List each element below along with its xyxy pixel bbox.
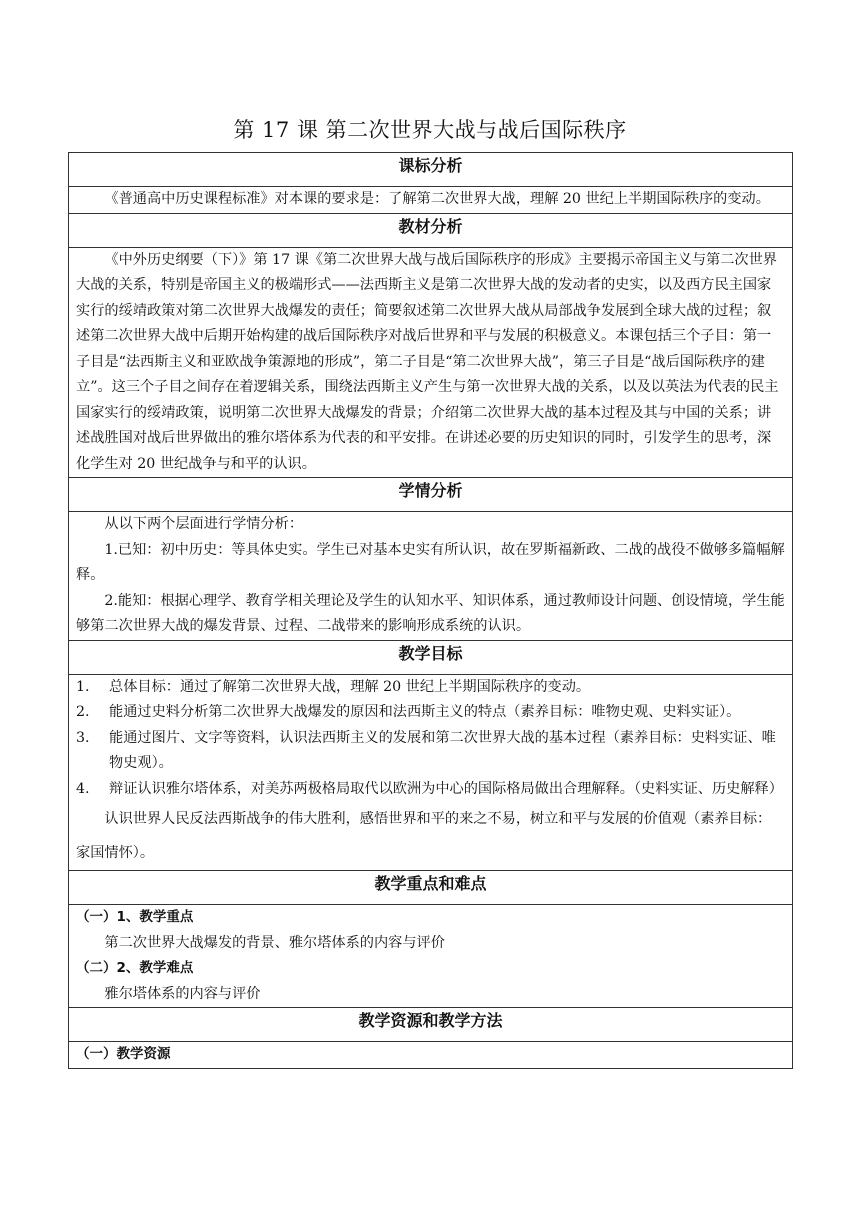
lesson-plan-table (68, 152, 793, 1069)
goal-item (76, 777, 785, 803)
section-heading-mubiao: 教学目标 (69, 640, 793, 674)
section-body-mubiao (69, 674, 793, 871)
page-title: 第 17 课 第二次世界大战与战后国际秩序 (233, 118, 627, 142)
section-heading-xueqing: 学情分析 (69, 478, 793, 512)
section-body-jiaocai (69, 247, 793, 478)
jiaocai-text: 《中外历史纲要（下）》第 17 课《第二次世界大战与战后国际秩序的形成》主要揭示帝国主义与第二次世界大战的关系，特别是帝国主义的极端形式——法西斯主义是第二次世界大战的发动者的史实，以及西方民主国家实行的绥靖政策对第二次世界大战爆发的责任；简要叙述第二次世界大战从局部战争发展到全球大战的过程；叙述第二次世界大战中后期开始构建的战后国际秩序对战后世界和平与发展的积极意义。本课包括三个子目：第一子目是“法西斯主义和亚欧战争策源地的形成”，第二子目是“第二次世界大战”，第三子目是“战后国际秩序的建立”。这三个子目之间存在着逻辑关系，围绕法西斯主义产生与第一次世界大战的关系，以及以英法为代表的民主国家实行的绥靖政策，说明第二次世界大战爆发的背景；介绍第二次世界大战的基本过程及其与中国的关系；讲述战胜国对战后世界做出的雅尔塔体系为代表的和平安排。在讲述必要的历史知识的同时，引发学生的思考，深化学生对 20 世纪战争与和平的认识。 (76, 251, 779, 472)
xueqing-p1: 1.已知：初中历史：等具体史实。学生已对基本史实有所认识，故在罗斯福新政、二战的战役不做够多篇幅解释。 (76, 541, 785, 583)
section-heading-kebiao: 课标分析 (69, 153, 793, 187)
goal-number: 2. (76, 704, 90, 720)
subheading-difficulties: （二）2、教学难点 (76, 960, 194, 976)
difficulties-text: 雅尔塔体系的内容与评价 (104, 985, 261, 1002)
section-body-xueqing (69, 512, 793, 641)
goal-number: 3. (76, 729, 90, 746)
kebiao-text: 《普通高中历史课程标准》对本课的要求是：了解第二次世界大战，理解 20 世纪上半期国际秩序的变动。 (104, 191, 770, 207)
xueqing-p2: 2.能知：根据心理学、教育学相关理论及学生的认知水平、知识体系，通过教师设计问题、创设情境，学生能够第二次世界大战的爆发背景、过程、二战带来的影响形成系统的认识。 (76, 592, 785, 634)
goal-item (76, 726, 785, 777)
goal-text: 能通过史料分析第二次世界大战爆发的原因和法西斯主义的特点（素养目标：唯物史观、史料实证）。 (109, 704, 741, 720)
subheading-resources: （一）教学资源 (76, 1046, 171, 1062)
subheading-key-points: （一）1、教学重点 (76, 909, 194, 925)
goal-item (76, 675, 785, 701)
section-heading-jiaocai: 教材分析 (69, 213, 793, 247)
section-heading-zhongdian: 教学重点和难点 (69, 871, 793, 905)
goal-number: 1. (76, 678, 90, 695)
section-body-ziyuan (69, 1042, 793, 1069)
goal-text: 总体目标：通过了解第二次世界大战，理解 20 世纪上半期国际秩序的变动。 (109, 678, 591, 695)
goal-text: 能通过图片、文字等资料，认识法西斯主义的发展和第二次世界大战的基本过程（素养目标：史料实证、唯物史观）。 (109, 729, 776, 771)
section-body-zhongdian (69, 905, 793, 1008)
goal-extra: 认识世界人民反法西斯战争的伟大胜利，感悟世界和平的来之不易，树立和平与发展的价值观（素养目标：家国情怀）。 (76, 811, 772, 861)
goal-number: 4. (76, 780, 90, 797)
xueqing-intro: 从以下两个层面进行学情分析： (104, 516, 304, 532)
key-points-text: 第二次世界大战爆发的背景、雅尔塔体系的内容与评价 (104, 934, 445, 951)
section-body-kebiao (69, 187, 793, 214)
section-heading-ziyuan: 教学资源和教学方法 (69, 1008, 793, 1042)
goal-text: 辩证认识雅尔塔体系，对美苏两极格局取代以欧洲为中心的国际格局做出合理解释。（史料实证、历史解释） (109, 780, 783, 797)
goal-item (76, 700, 785, 726)
